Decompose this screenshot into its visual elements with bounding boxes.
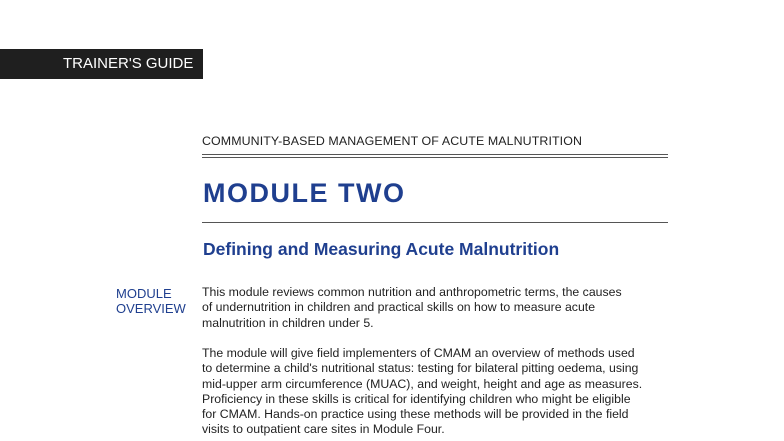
overview-label-line: OVERVIEW xyxy=(116,301,186,316)
paragraph-line: mid-upper arm circumference (MUAC), and weight, height and age as measures. xyxy=(202,376,643,391)
paragraph-line: The module will give field implementers of CMAM an overview of methods used xyxy=(202,346,635,360)
trainers-guide-label: TRAINER'S GUIDE xyxy=(63,55,194,72)
paragraph-line: Proficiency in these skills is critical for identifying children who might be eligible xyxy=(202,391,631,406)
title-divider-top xyxy=(202,154,668,155)
module-overview-label xyxy=(116,286,186,316)
overview-paragraph-1 xyxy=(202,285,672,331)
series-title: COMMUNITY-BASED MANAGEMENT OF ACUTE MALNUTRITION xyxy=(202,134,582,148)
title-divider-bottom xyxy=(202,157,668,158)
overview-label-line: MODULE xyxy=(116,286,172,301)
module-title-underline xyxy=(202,222,668,223)
paragraph-line: visits to outpatient care sites in Module Four. xyxy=(202,422,445,437)
paragraph-line: This module reviews common nutrition and anthropometric terms, the causes xyxy=(202,285,622,299)
paragraph-line: to determine a child's nutritional status: testing for bilateral pitting oedema, using xyxy=(202,361,639,376)
trainers-guide-tab xyxy=(0,49,203,79)
paragraph-line: malnutrition in children under 5. xyxy=(202,315,374,330)
paragraph-line: for CMAM. Hands-on practice using these methods will be provided in the field xyxy=(202,407,629,422)
module-subtitle: Defining and Measuring Acute Malnutrition xyxy=(203,239,560,259)
overview-paragraph-2 xyxy=(202,346,672,438)
paragraph-line: of undernutrition in children and practical skills on how to measure acute xyxy=(202,300,596,315)
module-title: MODULE TWO xyxy=(203,178,406,208)
